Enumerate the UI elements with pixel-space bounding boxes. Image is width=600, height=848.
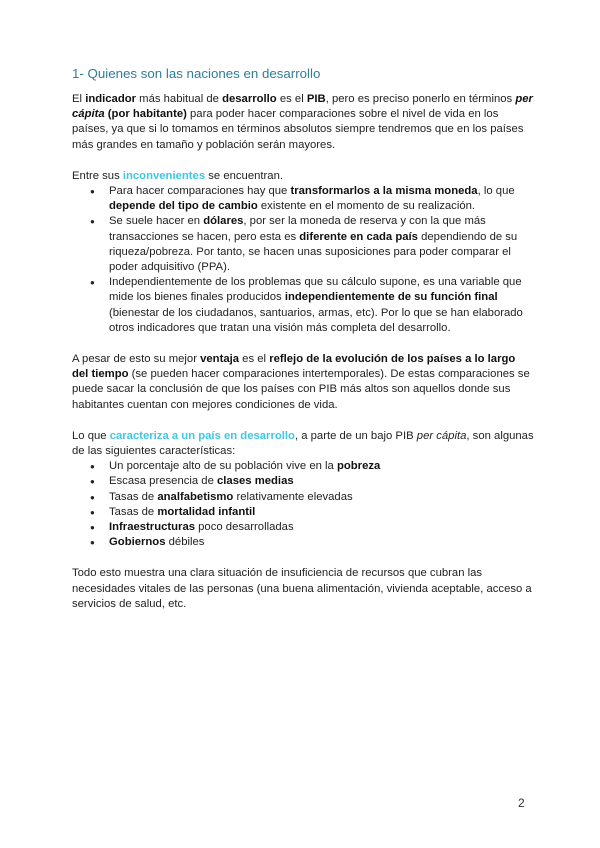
text: (se pueden hacer comparaciones intertemporales). De estas comparaciones se puede sacar la conclusión de que los países con PIB más altos son aquellos donde sus habitantes cuentan con mejores condiciones de vida. [72,368,530,411]
list-item [109,214,534,275]
text: Lo que [72,429,110,442]
text: Independientemente de los problemas que su cálculo supone, es una variable que mide los bienes finales producidos [109,276,522,304]
text: , a parte de un bajo PIB [294,429,417,442]
highlight-text: inconvenientes [122,169,206,182]
text: Para hacer comparaciones hay que [109,185,291,198]
list-item [109,474,534,489]
text: existente en el momento de su realización. [257,200,476,213]
paragraph-ventaja [72,352,534,413]
bold-italic-text: per cápita [72,93,533,121]
list-item [109,535,534,550]
text: , lo que [477,185,515,198]
list-item [109,459,534,474]
caracteristicas-list [72,459,534,550]
paragraph-inconvenientes [72,169,534,184]
bold-text: independientemente de su función final [284,291,498,304]
text: Un porcentaje alto de su población vive en la [109,460,337,473]
italic-text: per cápita [416,429,467,442]
list-item [109,490,534,505]
bold-text: (por habitante) [107,108,187,121]
bold-text: reflejo de la evolución de los países a lo largo del tiempo [72,353,516,381]
text: El [72,93,86,105]
section-heading: 1- Quienes son las naciones en desarrollo [72,66,321,81]
list-item [109,275,534,336]
bold-text: clases medias [217,475,294,488]
bold-text: PIB [306,93,326,105]
bold-text: transformarlos a la misma moneda [290,185,478,198]
text: para poder hacer comparaciones sobre el nivel de vida en los países, ya que si lo tomamos en términos absolutos siempre tendremos que en los países más grandes en tamaño y población serán mayores. [72,108,524,151]
text: Entre sus [72,169,123,182]
text: , por ser la moneda de reserva y con la que más transacciones se hacen, pero esta es [109,215,486,243]
list-item [109,505,534,520]
text: dependiendo de su riqueza/pobreza. Por tanto, se hacen unas suposiciones para poder comparar el poder adquisitivo (PPA). [109,230,518,274]
text: es el [276,93,307,105]
bold-text: Gobiernos [109,536,166,549]
bold-text: pobreza [336,460,381,473]
text: Tasas de [109,505,158,518]
text: Tasas de [109,490,158,503]
text: Escasa presencia de [109,475,218,488]
paragraph-indicador [72,92,534,153]
bold-text: indicador [85,93,137,105]
list-item [109,184,534,214]
text: es el [239,353,270,366]
bold-text: ventaja [200,353,240,366]
text: poco desarrolladas [195,521,294,534]
inconvenientes-list [72,184,534,336]
bold-text: desarrollo [222,93,277,105]
text: , son algunas de las siguientes características: [72,429,534,458]
text: se encuentran. [205,169,283,182]
bold-text: diferente en cada país [299,230,418,243]
text: (bienestar de los ciudadanos, santuarios, armas, etc). Por lo que se han elaborado otros indicadores que tratan una visión más completa del desarrollo. [109,306,523,334]
bold-text: depende del tipo de cambio [109,200,258,213]
text: relativamente elevadas [233,490,353,503]
list-item [109,520,534,535]
bold-text: mortalidad infantil [157,505,256,518]
document-page [72,66,534,612]
highlight-text: caracteriza a un país en desarrollo [109,429,295,442]
bold-text: dólares [203,215,244,228]
bold-text: analfabetismo [157,490,234,503]
paragraph-conclusion: Todo esto muestra una clara situación de insuficiencia de recursos que cubran las necesidades vitales de las personas (una buena alimentación, vivienda aceptable, acceso a servicios de salud, etc. [72,567,532,610]
text: débiles [165,536,205,549]
paragraph-caracteristicas [72,429,534,459]
text: Se suele hacer en [109,215,204,228]
page-number: 2 [518,796,525,810]
text: , pero es preciso ponerlo en términos [325,93,516,105]
text: A pesar de esto su mejor [72,353,201,366]
bold-text: Infraestructuras [109,521,196,534]
text: más habitual de [136,93,223,105]
